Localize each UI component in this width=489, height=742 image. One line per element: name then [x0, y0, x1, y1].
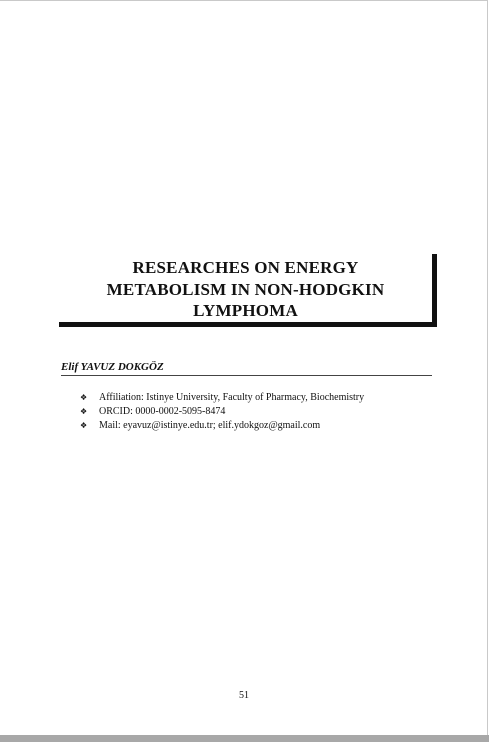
author-divider — [61, 375, 432, 376]
page-bottom-edge — [0, 735, 489, 742]
chapter-title: RESEARCHES ON ENERGY METABOLISM IN NON-HODGKIN LYMPHOMA — [106, 258, 385, 320]
page-number: 51 — [239, 690, 249, 701]
diamond-bullet-icon: ❖ — [80, 407, 88, 416]
mail-text: Mail: eyavuz@istinye.edu.tr; elif.ydokgoz@gmail.com — [99, 420, 321, 431]
author-name: Elif YAVUZ DOKGÖZ — [61, 361, 164, 373]
orcid-text: ORCID: 0000-0002-5095-8474 — [99, 406, 226, 417]
diamond-bullet-icon: ❖ — [80, 421, 88, 430]
chapter-title-box — [59, 254, 437, 327]
affiliation-text: Affiliation: Istinye University, Faculty of Pharmacy, Biochemistry — [99, 392, 365, 403]
diamond-bullet-icon: ❖ — [80, 393, 88, 402]
